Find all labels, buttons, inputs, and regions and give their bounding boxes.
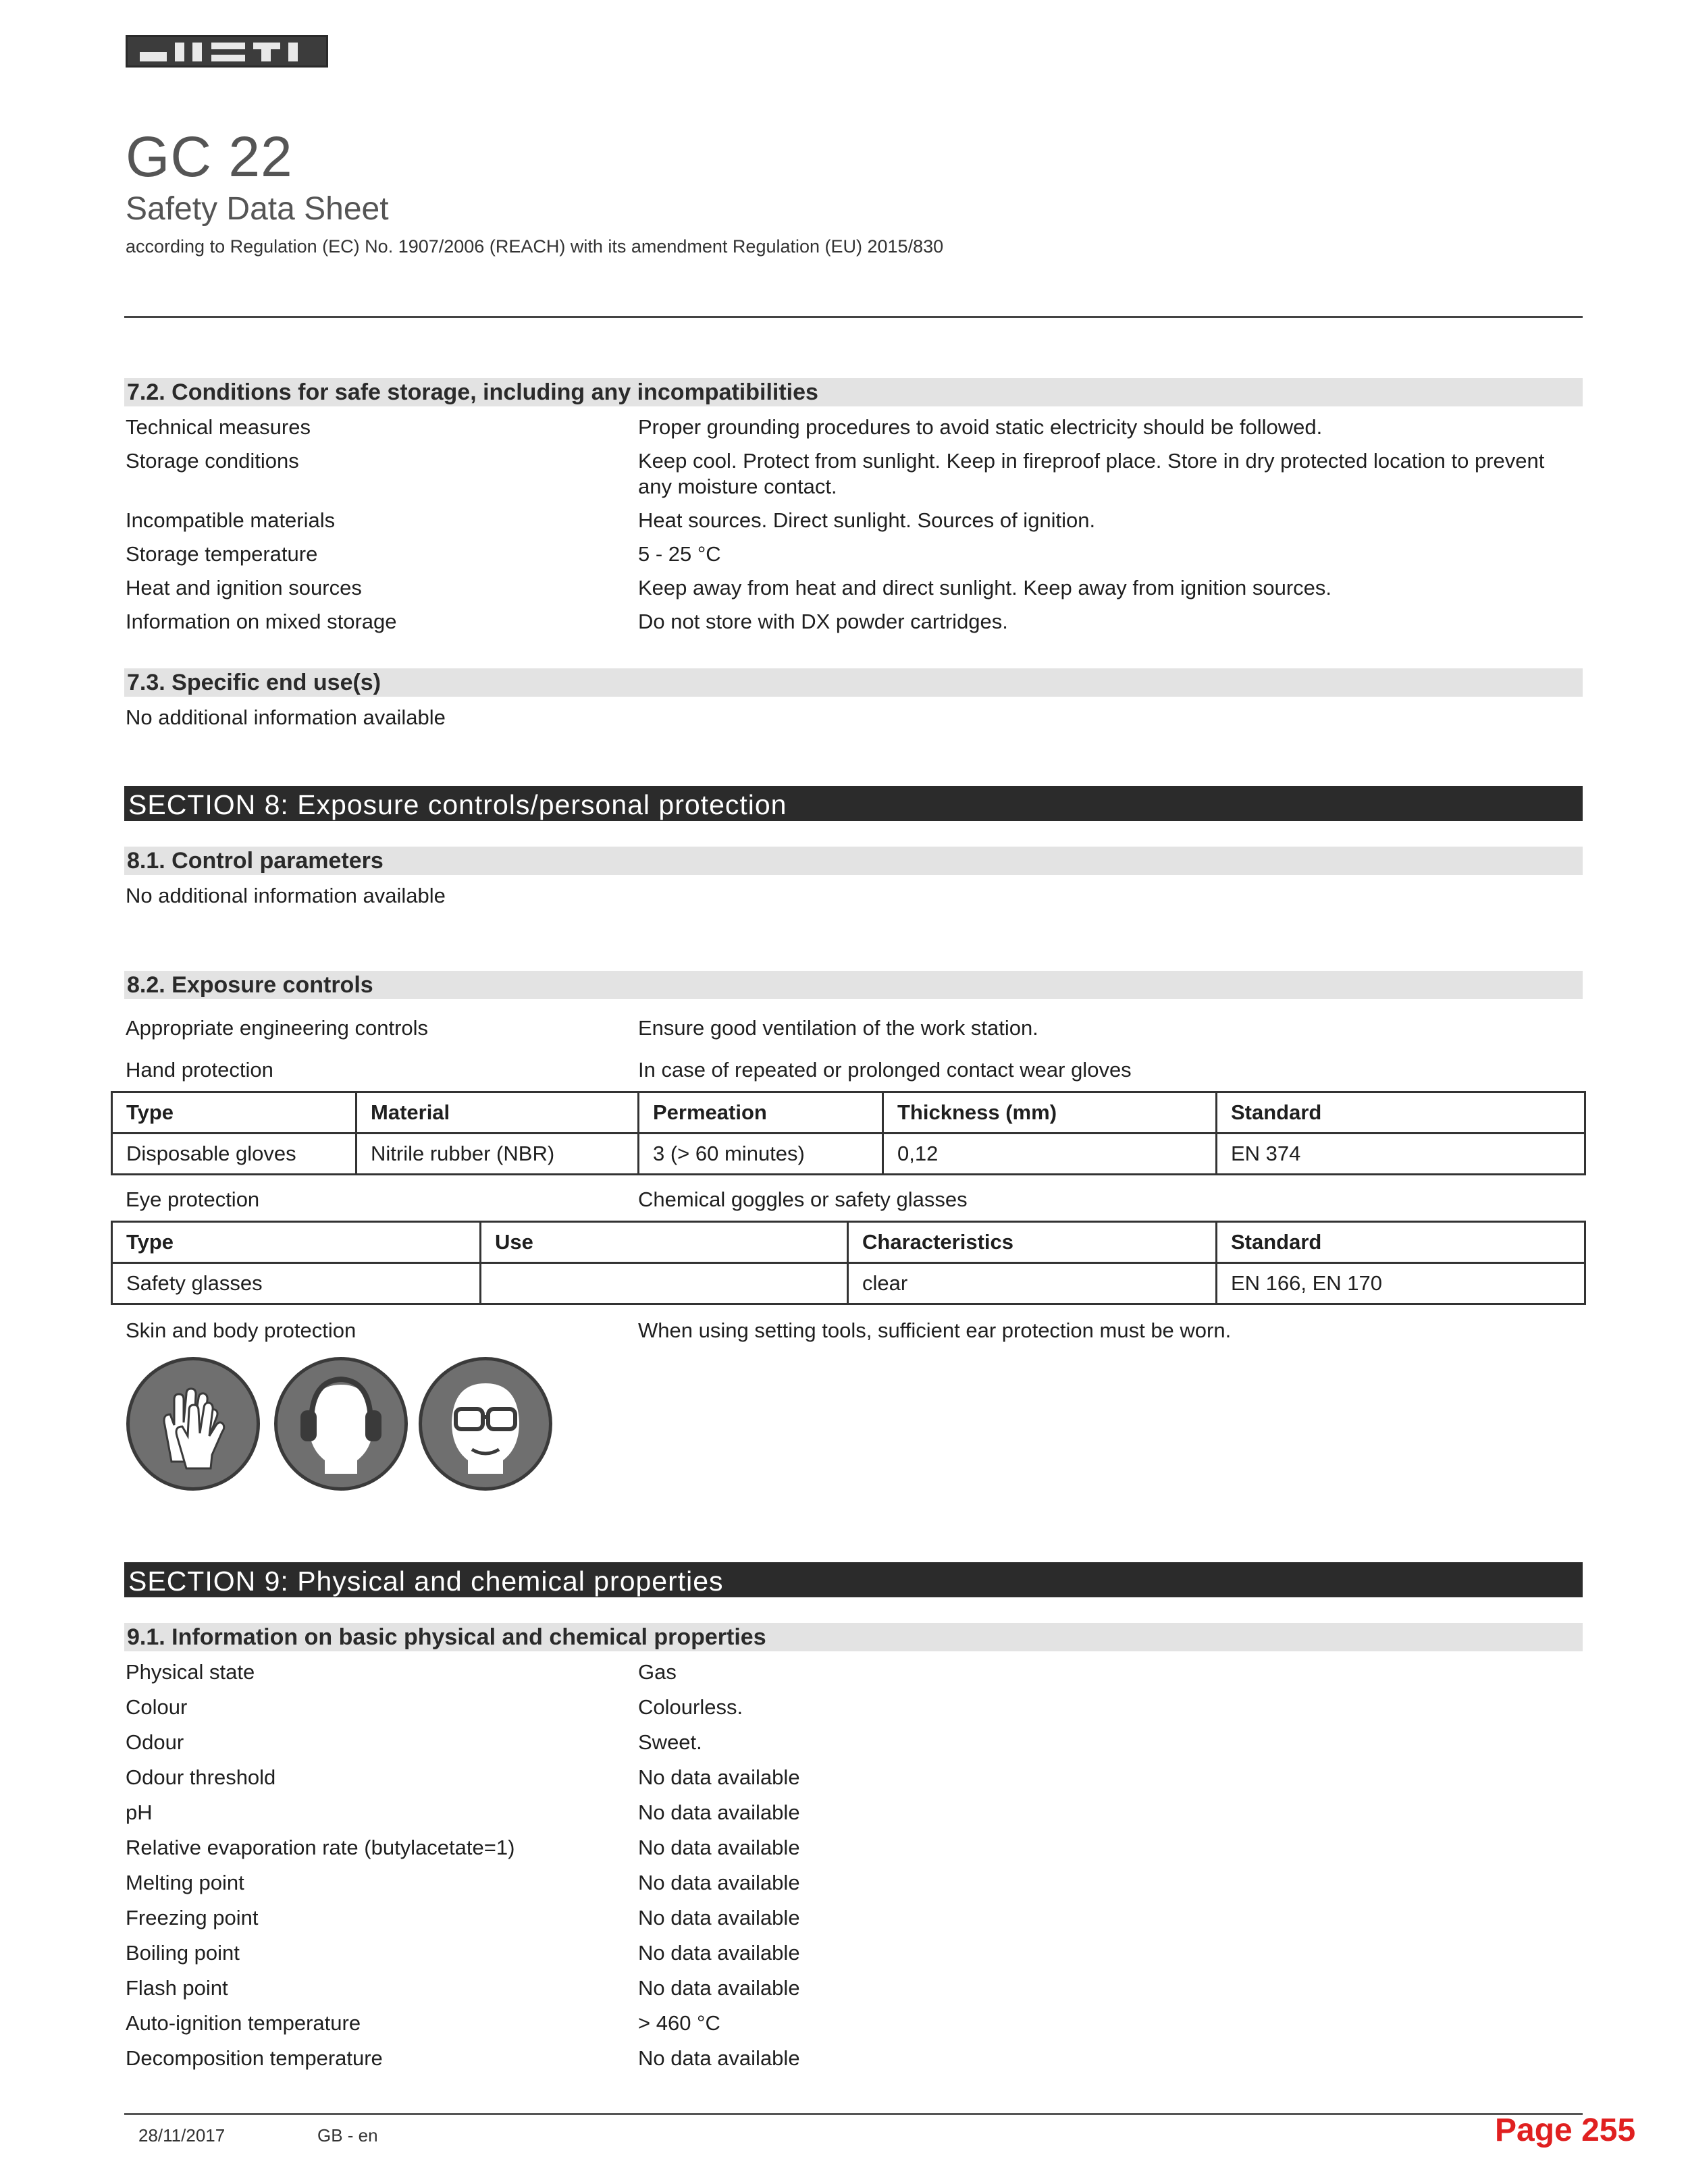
engineering-controls-value: Ensure good ventilation of the work station. bbox=[638, 1016, 1038, 1040]
property-label: Melting point bbox=[126, 1871, 244, 1894]
subsection-8-1-header bbox=[124, 847, 1583, 875]
subsection-8-1-title: 8.1. Control parameters bbox=[127, 848, 384, 874]
row-value: Proper grounding procedures to avoid static electricity should be followed. bbox=[638, 415, 1323, 439]
eye-protection-value: Chemical goggles or safety glasses bbox=[638, 1188, 968, 1211]
property-label: Auto-ignition temperature bbox=[126, 2011, 361, 2035]
control-parameters-text: No additional information available bbox=[126, 884, 446, 907]
property-value: No data available bbox=[638, 1836, 800, 1859]
row-value: Keep away from heat and direct sunlight. Keep away from ignition sources. bbox=[638, 576, 1331, 600]
company-logo bbox=[126, 35, 328, 68]
footer-language: GB - en bbox=[317, 2125, 378, 2146]
table-header-row bbox=[112, 1092, 1585, 1134]
row-value: Do not store with DX powder cartridges. bbox=[638, 610, 1008, 633]
table-row bbox=[112, 1134, 1585, 1175]
hand-protection-value: In case of repeated or prolonged contact wear gloves bbox=[638, 1058, 1132, 1082]
table-header-cell: Use bbox=[481, 1222, 848, 1263]
row-label: Information on mixed storage bbox=[126, 610, 397, 633]
subsection-7-2-title: 7.2. Conditions for safe storage, including any incompatibilities bbox=[127, 379, 818, 405]
property-value: No data available bbox=[638, 1941, 800, 1965]
property-value: No data available bbox=[638, 1801, 800, 1824]
table-cell: Disposable gloves bbox=[112, 1134, 357, 1175]
property-value: No data available bbox=[638, 2046, 800, 2070]
table-cell bbox=[481, 1263, 848, 1304]
property-label: Colour bbox=[126, 1695, 188, 1719]
property-value: Sweet. bbox=[638, 1730, 702, 1754]
table-header-cell: Material bbox=[357, 1092, 639, 1134]
table-header-cell: Permeation bbox=[639, 1092, 883, 1134]
document-type: Safety Data Sheet bbox=[126, 191, 389, 227]
property-value: Gas bbox=[638, 1660, 677, 1684]
section-8-title: SECTION 8: Exposure controls/personal protection bbox=[128, 789, 787, 820]
property-label: pH bbox=[126, 1801, 153, 1824]
property-label: Relative evaporation rate (butylacetate=1) bbox=[126, 1836, 515, 1859]
property-label: Freezing point bbox=[126, 1906, 259, 1929]
gloves-icon bbox=[126, 1357, 260, 1491]
page-number-stamp: Page 255 bbox=[1495, 2112, 1636, 2148]
row-label: Storage conditions bbox=[126, 449, 299, 473]
end-use-text: No additional information available bbox=[126, 705, 446, 729]
property-label: Decomposition temperature bbox=[126, 2046, 383, 2070]
property-value: No data available bbox=[638, 1871, 800, 1894]
table-header-cell: Characteristics bbox=[848, 1222, 1217, 1263]
row-label: Storage temperature bbox=[126, 542, 318, 566]
row-value: Heat sources. Direct sunlight. Sources of ignition. bbox=[638, 508, 1096, 532]
subsection-9-1-header bbox=[124, 1623, 1583, 1651]
table-cell: 3 (> 60 minutes) bbox=[639, 1134, 883, 1175]
row-label: Technical measures bbox=[126, 415, 311, 439]
table-header-cell: Thickness (mm) bbox=[883, 1092, 1217, 1134]
table-row bbox=[112, 1263, 1585, 1304]
eye-protection-label: Eye protection bbox=[126, 1188, 260, 1211]
table-cell: EN 374 bbox=[1217, 1134, 1585, 1175]
subsection-9-1-title: 9.1. Information on basic physical and chemical properties bbox=[127, 1624, 766, 1650]
ear-protection-icon bbox=[274, 1357, 408, 1491]
engineering-controls-label: Appropriate engineering controls bbox=[126, 1016, 429, 1040]
property-label: Odour threshold bbox=[126, 1765, 276, 1789]
subsection-8-2-header bbox=[124, 971, 1583, 999]
hand-protection-label: Hand protection bbox=[126, 1058, 273, 1082]
row-value: 5 - 25 °C bbox=[638, 542, 721, 566]
section-9-header bbox=[124, 1562, 1583, 1597]
subsection-8-2-title: 8.2. Exposure controls bbox=[127, 972, 373, 998]
property-value: Colourless. bbox=[638, 1695, 743, 1719]
regulation-note: according to Regulation (EC) No. 1907/2006 (REACH) with its amendment Regulation (EU) 2015/830 bbox=[126, 236, 944, 257]
table-cell: EN 166, EN 170 bbox=[1217, 1263, 1585, 1304]
product-name: GC 22 bbox=[126, 125, 293, 188]
table-header-cell: Standard bbox=[1217, 1092, 1585, 1134]
row-label: Heat and ignition sources bbox=[126, 576, 362, 600]
section-8-header bbox=[124, 786, 1583, 821]
safety-glasses-icon bbox=[419, 1357, 552, 1491]
eye-protection-table bbox=[111, 1221, 1586, 1305]
property-label: Odour bbox=[126, 1730, 184, 1754]
footer-date: 28/11/2017 bbox=[138, 2125, 226, 2146]
property-label: Physical state bbox=[126, 1660, 255, 1684]
property-value: No data available bbox=[638, 1765, 800, 1789]
table-cell: Nitrile rubber (NBR) bbox=[357, 1134, 639, 1175]
subsection-7-2-header bbox=[124, 378, 1583, 406]
table-cell: 0,12 bbox=[883, 1134, 1217, 1175]
subsection-7-3-title: 7.3. Specific end use(s) bbox=[127, 670, 381, 695]
subsection-7-3-header bbox=[124, 668, 1583, 697]
skin-protection-label: Skin and body protection bbox=[126, 1319, 357, 1342]
gloves-table bbox=[111, 1091, 1586, 1175]
row-value: Keep cool. Protect from sunlight. Keep in fireproof place. Store in dry protected location to prevent any moisture contact. bbox=[638, 449, 1545, 498]
table-header-cell: Type bbox=[112, 1092, 357, 1134]
table-cell: clear bbox=[848, 1263, 1217, 1304]
table-header-cell: Type bbox=[112, 1222, 481, 1263]
property-label: Flash point bbox=[126, 1976, 228, 2000]
table-header-cell: Standard bbox=[1217, 1222, 1585, 1263]
row-label: Incompatible materials bbox=[126, 508, 336, 532]
skin-protection-value: When using setting tools, sufficient ear protection must be worn. bbox=[638, 1319, 1232, 1342]
footer-divider bbox=[124, 2113, 1583, 2115]
table-header-row bbox=[112, 1222, 1585, 1263]
property-label: Boiling point bbox=[126, 1941, 240, 1965]
property-value: > 460 °C bbox=[638, 2011, 720, 2035]
table-cell: Safety glasses bbox=[112, 1263, 481, 1304]
header-divider bbox=[124, 316, 1583, 318]
section-9-title: SECTION 9: Physical and chemical properties bbox=[128, 1566, 724, 1597]
property-value: No data available bbox=[638, 1906, 800, 1929]
property-value: No data available bbox=[638, 1976, 800, 2000]
